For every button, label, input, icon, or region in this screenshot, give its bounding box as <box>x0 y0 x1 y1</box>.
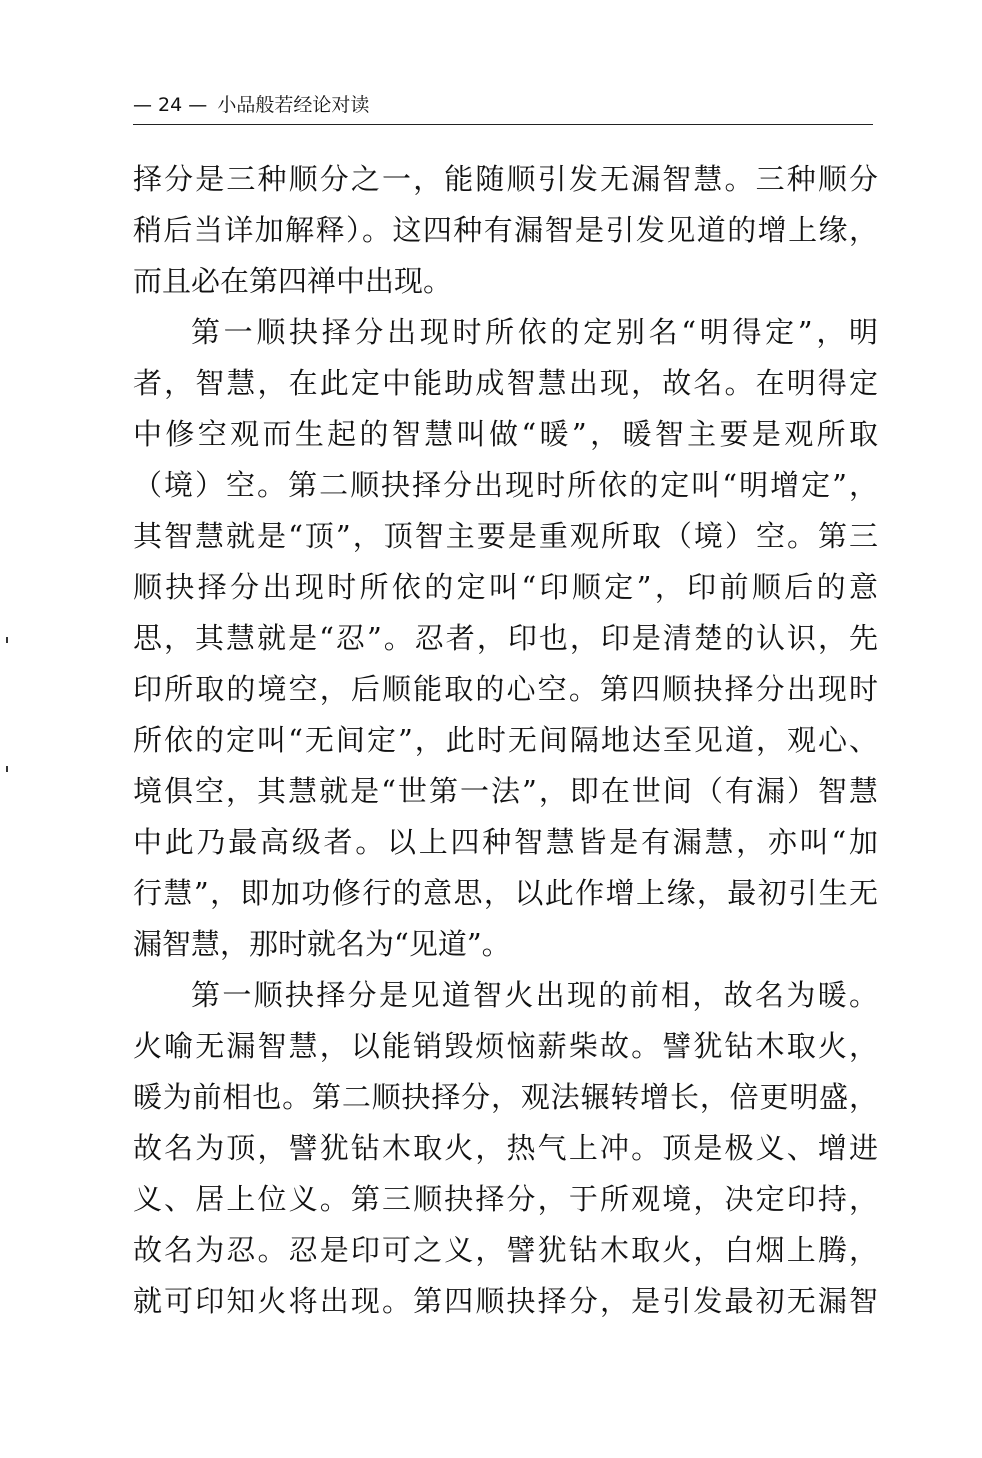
text-line: 漏智慧，那时就名为“见道”。 <box>133 927 511 961</box>
text-line: 择分是三种顺分之一，能随顺引发无漏智慧。三种顺分 <box>133 162 878 196</box>
text-line: 第一顺抉择分出现时所依的定别名“明得定”，明 <box>191 315 878 349</box>
text-line: 中此乃最高级者。以上四种智慧皆是有漏慧，亦叫“加 <box>133 825 878 859</box>
text-line: 故名为顶，譬犹钻木取火，热气上冲。顶是极义、增进 <box>133 1131 878 1165</box>
text-line: 就可印知火将出现。第四顺抉择分，是引发最初无漏智 <box>133 1284 878 1318</box>
text-line: 暖为前相也。第二顺抉择分，观法辗转增长，倍更明盛， <box>133 1080 878 1114</box>
text-line: （境）空。第二顺抉择分出现时所依的定叫“明增定”， <box>133 468 878 502</box>
text-line: 印所取的境空，后顺能取的心空。第四顺抉择分出现时 <box>133 672 878 706</box>
text-line: 而且必在第四禅中出现。 <box>133 264 453 298</box>
text-line: 顺抉择分出现时所依的定叫“印顺定”，印前顺后的意 <box>133 570 878 604</box>
text-line: 境俱空，其慧就是“世第一法”，即在世间（有漏）智慧 <box>133 774 878 808</box>
body-text <box>133 154 878 1327</box>
scan-speck <box>6 766 8 772</box>
text-line: 故名为忍。忍是印可之义，譬犹钻木取火，白烟上腾， <box>133 1233 878 1267</box>
scan-speck <box>6 637 8 643</box>
paragraph-3 <box>133 970 878 1327</box>
text-line: 其智慧就是“顶”，顶智主要是重观所取（境）空。第三 <box>133 519 878 553</box>
text-line: 火喻无漏智慧，以能销毁烦恼薪柴故。譬犹钻木取火， <box>133 1029 878 1063</box>
book-title: 小品般若经论对读 <box>217 94 370 116</box>
text-line: 中修空观而生起的智慧叫做“暖”，暖智主要是观所取 <box>133 417 878 451</box>
running-header <box>133 92 873 118</box>
page-number: — 24 — <box>133 94 208 116</box>
header-rule <box>133 124 873 125</box>
text-line: 思，其慧就是“忍”。忍者，印也，印是清楚的认识，先 <box>133 621 878 655</box>
text-line: 第一顺抉择分是见道智火出现的前相，故名为暖。 <box>191 978 878 1012</box>
paragraph-2 <box>133 307 878 970</box>
text-line: 义、居上位义。第三顺抉择分，于所观境，决定印持， <box>133 1182 878 1216</box>
text-line: 稍后当详加解释）。这四种有漏智是引发见道的增上缘， <box>133 213 878 247</box>
paragraph-1 <box>133 154 878 307</box>
text-line: 者，智慧，在此定中能助成智慧出现，故名。在明得定 <box>133 366 878 400</box>
text-line: 所依的定叫“无间定”，此时无间隔地达至见道，观心、 <box>133 723 878 757</box>
text-line: 行慧”，即加功修行的意思，以此作增上缘，最初引生无 <box>133 876 878 910</box>
